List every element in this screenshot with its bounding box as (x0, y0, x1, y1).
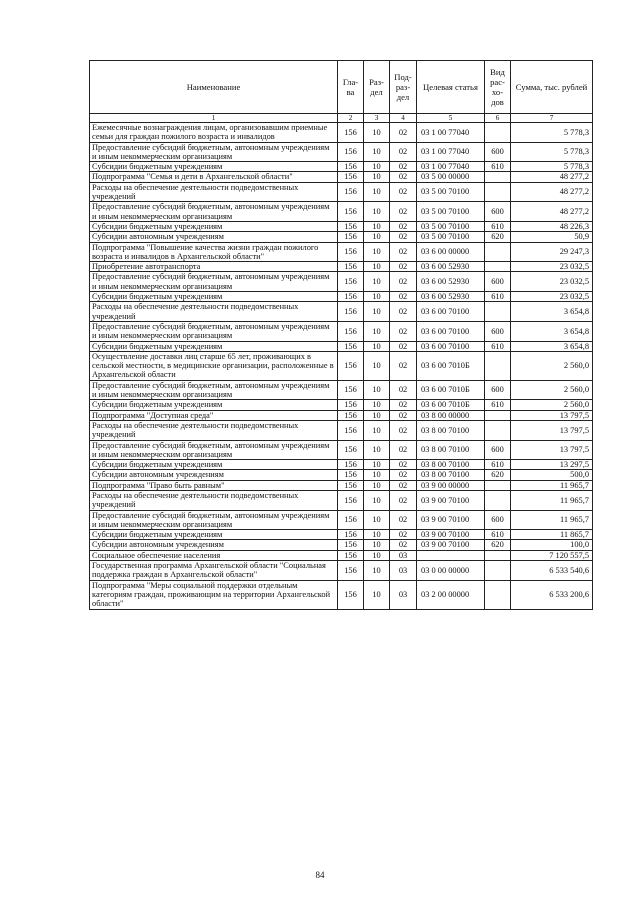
row-razdel-cell: 10 (364, 440, 390, 460)
row-glava-cell: 156 (338, 490, 364, 510)
table-row (90, 420, 593, 440)
row-vid-cell: 620 (485, 470, 511, 480)
row-vid-cell (485, 172, 511, 182)
row-name-cell: Подпрограмма "Право быть равным" (90, 480, 338, 490)
row-razdel-cell: 10 (364, 351, 390, 380)
row-name-cell: Подпрограмма "Повышение качества жизни граждан пожилого возраста и инвалидов в Архангельской области" (90, 242, 338, 262)
row-code-cell: 03 9 00 70100 (417, 540, 485, 550)
row-vid-cell (485, 123, 511, 143)
row-razdel-cell: 10 (364, 162, 390, 172)
row-glava-cell: 156 (338, 410, 364, 420)
row-podrazdel-cell: 02 (390, 142, 417, 162)
row-name-cell: Ежемесячные вознаграждения лицам, организовавшим приемные семьи для граждан пожилого возраста и инвалидов (90, 123, 338, 143)
row-glava-cell: 156 (338, 272, 364, 292)
row-vid-cell: 610 (485, 221, 511, 231)
row-razdel-cell: 10 (364, 262, 390, 272)
row-razdel-cell: 10 (364, 272, 390, 292)
row-sum-cell: 13 797,5 (511, 440, 593, 460)
row-podrazdel-cell: 02 (390, 321, 417, 341)
row-code-cell: 03 5 00 70100 (417, 221, 485, 231)
row-razdel-cell: 10 (364, 400, 390, 410)
row-podrazdel-cell: 02 (390, 123, 417, 143)
row-sum-cell: 11 965,7 (511, 490, 593, 510)
row-sum-cell: 13 797,5 (511, 420, 593, 440)
row-name-cell: Приобретение автотранспорта (90, 262, 338, 272)
table-row (90, 580, 593, 609)
row-sum-cell: 11 965,7 (511, 480, 593, 490)
row-podrazdel-cell: 02 (390, 262, 417, 272)
row-podrazdel-cell: 02 (390, 410, 417, 420)
row-name-cell: Субсидии автономным учреждениям (90, 470, 338, 480)
row-glava-cell: 156 (338, 232, 364, 242)
row-vid-cell (485, 580, 511, 609)
row-code-cell: 03 9 00 00000 (417, 480, 485, 490)
row-glava-cell: 156 (338, 262, 364, 272)
row-glava-cell: 156 (338, 242, 364, 262)
table-row (90, 162, 593, 172)
row-vid-cell: 620 (485, 232, 511, 242)
page-number: 84 (315, 870, 325, 880)
row-razdel-cell: 10 (364, 202, 390, 222)
row-glava-cell: 156 (338, 123, 364, 143)
row-podrazdel-cell: 02 (390, 530, 417, 540)
row-glava-cell: 156 (338, 540, 364, 550)
row-podrazdel-cell: 02 (390, 221, 417, 231)
row-code-cell: 03 6 00 7010Б (417, 351, 485, 380)
row-razdel-cell: 10 (364, 123, 390, 143)
row-glava-cell: 156 (338, 221, 364, 231)
row-code-cell: 03 6 00 70100 (417, 302, 485, 322)
table-row (90, 460, 593, 470)
row-sum-cell: 23 032,5 (511, 272, 593, 292)
row-podrazdel-cell: 02 (390, 172, 417, 182)
row-glava-cell: 156 (338, 550, 364, 560)
row-vid-cell (485, 182, 511, 202)
row-sum-cell: 5 778,3 (511, 162, 593, 172)
row-razdel-cell: 10 (364, 561, 390, 581)
header-name: Наименование (90, 61, 338, 114)
row-glava-cell: 156 (338, 480, 364, 490)
row-sum-cell: 7 120 557,5 (511, 550, 593, 560)
row-razdel-cell: 10 (364, 490, 390, 510)
row-name-cell: Субсидии бюджетным учреждениям (90, 162, 338, 172)
row-glava-cell: 156 (338, 341, 364, 351)
table-row (90, 182, 593, 202)
table-row (90, 410, 593, 420)
row-glava-cell: 156 (338, 440, 364, 460)
table-row (90, 172, 593, 182)
row-podrazdel-cell: 03 (390, 561, 417, 581)
row-podrazdel-cell: 02 (390, 202, 417, 222)
row-glava-cell: 156 (338, 470, 364, 480)
row-podrazdel-cell: 02 (390, 272, 417, 292)
row-code-cell: 03 8 00 00000 (417, 410, 485, 420)
row-vid-cell (485, 561, 511, 581)
table-row (90, 490, 593, 510)
row-name-cell: Субсидии бюджетным учреждениям (90, 460, 338, 470)
row-vid-cell (485, 351, 511, 380)
row-sum-cell: 2 560,0 (511, 380, 593, 400)
row-code-cell: 03 9 00 70100 (417, 510, 485, 530)
col-number: 6 (485, 114, 511, 123)
row-name-cell: Субсидии бюджетным учреждениям (90, 530, 338, 540)
row-podrazdel-cell: 02 (390, 440, 417, 460)
row-sum-cell: 11 865,7 (511, 530, 593, 540)
row-name-cell: Предоставление субсидий бюджетным, автономным учреждениям и иным некоммерческим организациям (90, 142, 338, 162)
row-code-cell: 03 6 00 70100 (417, 341, 485, 351)
row-name-cell: Субсидии автономным учреждениям (90, 540, 338, 550)
row-podrazdel-cell: 02 (390, 470, 417, 480)
row-glava-cell: 156 (338, 182, 364, 202)
row-code-cell: 03 9 00 70100 (417, 530, 485, 540)
row-sum-cell: 6 533 540,6 (511, 561, 593, 581)
row-name-cell: Социальное обеспечение населения (90, 550, 338, 560)
row-code-cell: 03 6 00 52930 (417, 292, 485, 302)
row-vid-cell: 610 (485, 341, 511, 351)
row-sum-cell: 50,9 (511, 232, 593, 242)
table-row (90, 400, 593, 410)
row-vid-cell: 600 (485, 321, 511, 341)
row-sum-cell: 100,0 (511, 540, 593, 550)
row-code-cell: 03 8 00 70100 (417, 420, 485, 440)
table-body (90, 123, 593, 610)
row-sum-cell: 13 297,5 (511, 460, 593, 470)
header-vid-rashodov: Вид рас-хо-дов (485, 61, 511, 114)
row-podrazdel-cell: 02 (390, 490, 417, 510)
header-celevaya-statya: Целевая статья (417, 61, 485, 114)
row-podrazdel-cell: 03 (390, 580, 417, 609)
row-glava-cell: 156 (338, 580, 364, 609)
row-name-cell: Субсидии бюджетным учреждениям (90, 400, 338, 410)
row-code-cell: 03 6 00 7010Б (417, 380, 485, 400)
table-row (90, 221, 593, 231)
row-razdel-cell: 10 (364, 292, 390, 302)
row-sum-cell: 3 654,8 (511, 341, 593, 351)
header-glava: Гла-ва (338, 61, 364, 114)
row-razdel-cell: 10 (364, 182, 390, 202)
table-row (90, 380, 593, 400)
row-code-cell: 03 2 00 00000 (417, 580, 485, 609)
row-vid-cell (485, 262, 511, 272)
budget-table-container (89, 60, 592, 610)
row-podrazdel-cell: 02 (390, 380, 417, 400)
row-razdel-cell: 10 (364, 321, 390, 341)
row-code-cell: 03 5 00 00000 (417, 172, 485, 182)
row-razdel-cell: 10 (364, 232, 390, 242)
table-row (90, 142, 593, 162)
header-podrazdel: Под-раз-дел (390, 61, 417, 114)
row-razdel-cell: 10 (364, 540, 390, 550)
table-row (90, 480, 593, 490)
row-code-cell: 03 8 00 70100 (417, 470, 485, 480)
row-sum-cell: 23 032,5 (511, 262, 593, 272)
table-row (90, 341, 593, 351)
row-sum-cell: 48 226,3 (511, 221, 593, 231)
row-vid-cell: 600 (485, 440, 511, 460)
row-code-cell: 03 8 00 70100 (417, 440, 485, 460)
row-sum-cell: 6 533 200,6 (511, 580, 593, 609)
row-glava-cell: 156 (338, 420, 364, 440)
row-code-cell: 03 5 00 70100 (417, 182, 485, 202)
row-sum-cell: 23 032,5 (511, 292, 593, 302)
row-name-cell: Подпрограмма "Меры социальной поддержки отдельным категориям граждан, проживающим на территории Архангельской области" (90, 580, 338, 609)
table-row (90, 232, 593, 242)
row-razdel-cell: 10 (364, 470, 390, 480)
table-row (90, 440, 593, 460)
row-razdel-cell: 10 (364, 242, 390, 262)
row-razdel-cell: 10 (364, 341, 390, 351)
row-name-cell: Расходы на обеспечение деятельности подведомственных учреждений (90, 302, 338, 322)
row-name-cell: Предоставление субсидий бюджетным, автономным учреждениям и иным некоммерческим организациям (90, 380, 338, 400)
row-vid-cell: 600 (485, 272, 511, 292)
row-podrazdel-cell: 02 (390, 460, 417, 470)
table-row (90, 561, 593, 581)
row-name-cell: Расходы на обеспечение деятельности подведомственных учреждений (90, 420, 338, 440)
row-podrazdel-cell: 02 (390, 480, 417, 490)
table-row (90, 272, 593, 292)
row-name-cell: Предоставление субсидий бюджетным, автономным учреждениям и иным некоммерческим организациям (90, 510, 338, 530)
row-podrazdel-cell: 02 (390, 510, 417, 530)
row-code-cell: 03 1 00 77040 (417, 162, 485, 172)
row-razdel-cell: 10 (364, 142, 390, 162)
row-vid-cell (485, 242, 511, 262)
table-row (90, 530, 593, 540)
row-vid-cell: 610 (485, 400, 511, 410)
row-vid-cell: 600 (485, 202, 511, 222)
row-sum-cell: 5 778,3 (511, 142, 593, 162)
row-glava-cell: 156 (338, 162, 364, 172)
header-razdel: Раз-дел (364, 61, 390, 114)
row-name-cell: Субсидии автономным учреждениям (90, 232, 338, 242)
row-glava-cell: 156 (338, 460, 364, 470)
row-name-cell: Государственная программа Архангельской области "Социальная поддержка граждан в Архангельской области" (90, 561, 338, 581)
row-podrazdel-cell: 02 (390, 242, 417, 262)
col-number: 7 (511, 114, 593, 123)
row-glava-cell: 156 (338, 302, 364, 322)
table-row (90, 302, 593, 322)
row-sum-cell: 3 654,8 (511, 321, 593, 341)
row-vid-cell: 620 (485, 540, 511, 550)
row-sum-cell: 13 797,5 (511, 410, 593, 420)
row-glava-cell: 156 (338, 561, 364, 581)
row-razdel-cell: 10 (364, 420, 390, 440)
row-name-cell: Осуществление доставки лиц старше 65 лет, проживающих в сельской местности, в медицинские организации, расположенные в Архангельской области (90, 351, 338, 380)
row-sum-cell: 11 965,7 (511, 510, 593, 530)
table-row (90, 470, 593, 480)
col-number: 4 (390, 114, 417, 123)
row-podrazdel-cell: 02 (390, 302, 417, 322)
table-row (90, 540, 593, 550)
row-podrazdel-cell: 02 (390, 540, 417, 550)
header-summa: Сумма, тыс. рублей (511, 61, 593, 114)
row-vid-cell (485, 490, 511, 510)
row-glava-cell: 156 (338, 400, 364, 410)
row-razdel-cell: 10 (364, 550, 390, 560)
row-vid-cell: 600 (485, 510, 511, 530)
row-code-cell (417, 550, 485, 560)
row-sum-cell: 29 247,3 (511, 242, 593, 262)
row-vid-cell: 610 (485, 162, 511, 172)
row-code-cell: 03 6 00 00000 (417, 242, 485, 262)
row-razdel-cell: 10 (364, 580, 390, 609)
row-vid-cell: 610 (485, 530, 511, 540)
row-razdel-cell: 10 (364, 510, 390, 530)
row-glava-cell: 156 (338, 292, 364, 302)
row-name-cell: Подпрограмма "Доступная среда" (90, 410, 338, 420)
row-razdel-cell: 10 (364, 530, 390, 540)
row-glava-cell: 156 (338, 172, 364, 182)
row-sum-cell: 48 277,2 (511, 182, 593, 202)
table-row (90, 351, 593, 380)
row-name-cell: Предоставление субсидий бюджетным, автономным учреждениям и иным некоммерческим организациям (90, 440, 338, 460)
row-sum-cell: 48 277,2 (511, 172, 593, 182)
row-podrazdel-cell: 02 (390, 182, 417, 202)
col-number: 1 (90, 114, 338, 123)
row-podrazdel-cell: 02 (390, 232, 417, 242)
row-sum-cell: 500,0 (511, 470, 593, 480)
col-number: 5 (417, 114, 485, 123)
row-vid-cell: 610 (485, 292, 511, 302)
row-podrazdel-cell: 02 (390, 351, 417, 380)
row-code-cell: 03 5 00 70100 (417, 232, 485, 242)
row-vid-cell (485, 480, 511, 490)
row-vid-cell (485, 420, 511, 440)
row-code-cell: 03 6 00 52930 (417, 262, 485, 272)
row-code-cell: 03 6 00 70100 (417, 321, 485, 341)
row-vid-cell: 610 (485, 460, 511, 470)
row-code-cell: 03 6 00 52930 (417, 272, 485, 292)
col-number: 2 (338, 114, 364, 123)
row-glava-cell: 156 (338, 380, 364, 400)
row-razdel-cell: 10 (364, 380, 390, 400)
row-name-cell: Подпрограмма "Семья и дети в Архангельской области" (90, 172, 338, 182)
row-sum-cell: 3 654,8 (511, 302, 593, 322)
row-vid-cell (485, 410, 511, 420)
budget-table (89, 60, 593, 610)
row-razdel-cell: 10 (364, 460, 390, 470)
table-row (90, 321, 593, 341)
row-code-cell: 03 9 00 70100 (417, 490, 485, 510)
row-code-cell: 03 8 00 70100 (417, 460, 485, 470)
row-name-cell: Субсидии бюджетным учреждениям (90, 221, 338, 231)
row-code-cell: 03 1 00 77040 (417, 142, 485, 162)
row-vid-cell (485, 302, 511, 322)
table-row (90, 202, 593, 222)
row-vid-cell: 600 (485, 380, 511, 400)
row-name-cell: Предоставление субсидий бюджетным, автономным учреждениям и иным некоммерческим организациям (90, 202, 338, 222)
row-podrazdel-cell: 02 (390, 341, 417, 351)
header-row (90, 61, 593, 114)
row-glava-cell: 156 (338, 321, 364, 341)
row-razdel-cell: 10 (364, 410, 390, 420)
row-razdel-cell: 10 (364, 302, 390, 322)
table-row (90, 123, 593, 143)
row-podrazdel-cell: 02 (390, 162, 417, 172)
row-name-cell: Расходы на обеспечение деятельности подведомственных учреждений (90, 490, 338, 510)
table-row (90, 550, 593, 560)
row-code-cell: 03 1 00 77040 (417, 123, 485, 143)
table-row (90, 510, 593, 530)
row-sum-cell: 2 560,0 (511, 351, 593, 380)
row-code-cell: 03 6 00 7010Б (417, 400, 485, 410)
row-name-cell: Субсидии бюджетным учреждениям (90, 341, 338, 351)
row-sum-cell: 2 560,0 (511, 400, 593, 410)
table-row (90, 292, 593, 302)
column-number-row (90, 114, 593, 123)
row-code-cell: 03 0 00 00000 (417, 561, 485, 581)
row-name-cell: Расходы на обеспечение деятельности подведомственных учреждений (90, 182, 338, 202)
row-podrazdel-cell: 03 (390, 550, 417, 560)
row-podrazdel-cell: 02 (390, 292, 417, 302)
row-razdel-cell: 10 (364, 480, 390, 490)
row-vid-cell (485, 550, 511, 560)
row-razdel-cell: 10 (364, 221, 390, 231)
table-row (90, 262, 593, 272)
row-glava-cell: 156 (338, 510, 364, 530)
row-glava-cell: 156 (338, 142, 364, 162)
row-podrazdel-cell: 02 (390, 420, 417, 440)
row-glava-cell: 156 (338, 202, 364, 222)
col-number: 3 (364, 114, 390, 123)
row-glava-cell: 156 (338, 530, 364, 540)
row-name-cell: Субсидии бюджетным учреждениям (90, 292, 338, 302)
row-sum-cell: 5 778,3 (511, 123, 593, 143)
row-name-cell: Предоставление субсидий бюджетным, автономным учреждениям и иным некоммерческим организациям (90, 272, 338, 292)
row-podrazdel-cell: 02 (390, 400, 417, 410)
row-code-cell: 03 5 00 70100 (417, 202, 485, 222)
row-vid-cell: 600 (485, 142, 511, 162)
row-name-cell: Предоставление субсидий бюджетным, автономным учреждениям и иным некоммерческим организациям (90, 321, 338, 341)
row-glava-cell: 156 (338, 351, 364, 380)
table-row (90, 242, 593, 262)
row-razdel-cell: 10 (364, 172, 390, 182)
row-sum-cell: 48 277,2 (511, 202, 593, 222)
